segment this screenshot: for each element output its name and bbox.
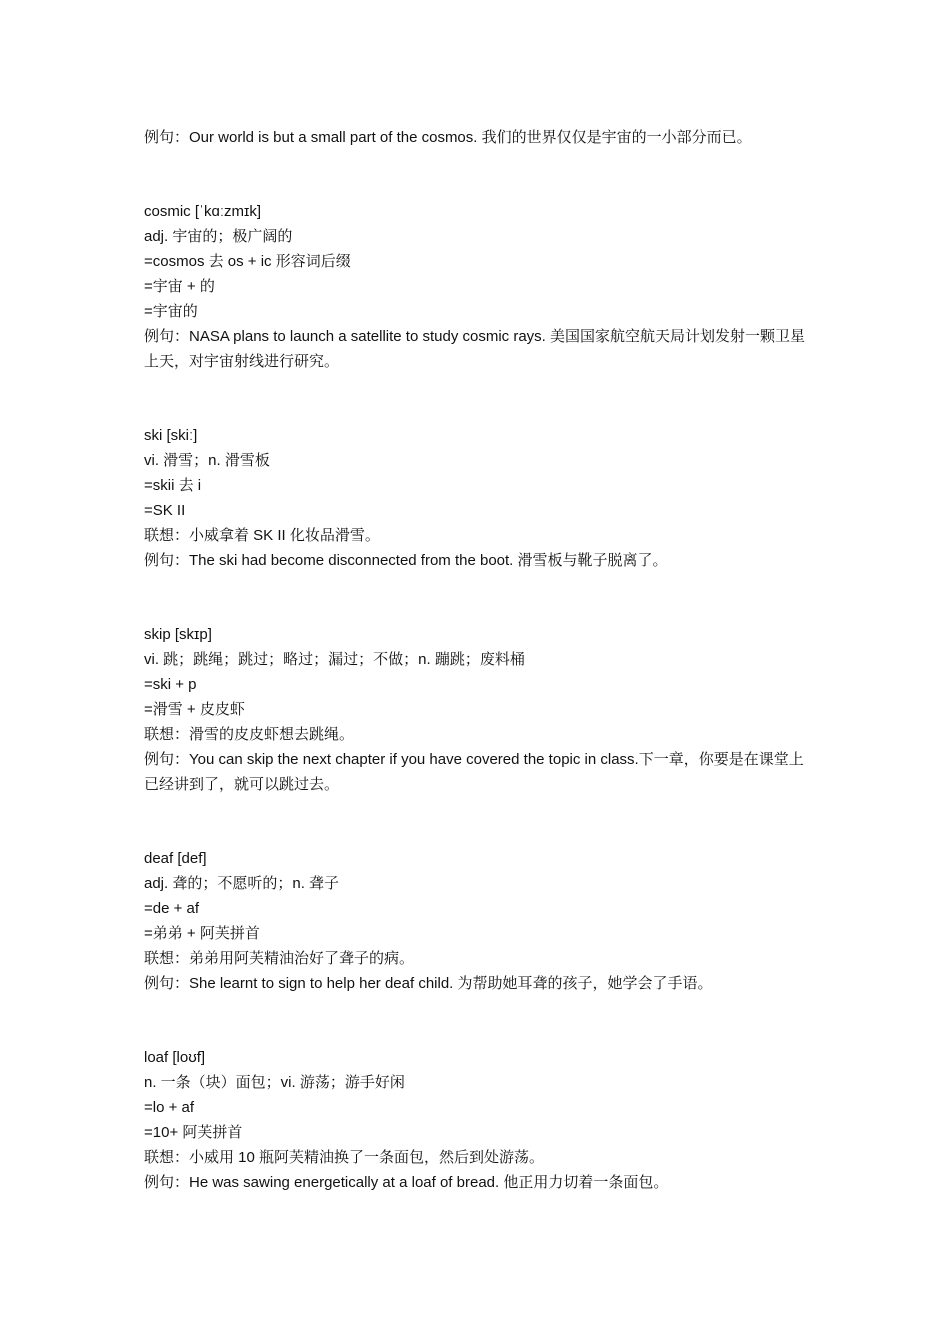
vocab-entry-skip	[144, 622, 816, 797]
entry-headword: ski [skiː]	[144, 427, 198, 444]
vocab-entry-cosmic	[144, 199, 816, 374]
entry-mnemonic-line: =ski + p	[144, 676, 197, 693]
entry-mnemonic-line: 联想：小威拿着 SK II 化妆品滑雪。	[144, 527, 380, 544]
entry-definition: adj. 宇宙的；极广阔的	[144, 228, 293, 245]
document-content	[144, 125, 816, 1195]
entry-headword: loaf [loʊf]	[144, 1049, 206, 1066]
entry-mnemonic-line: =lo + af	[144, 1099, 195, 1116]
entry-mnemonic-line: =SK II	[144, 502, 186, 519]
entry-mnemonic-line: =skii 去 i	[144, 477, 202, 494]
entry-mnemonic-line: 联想：小威用 10 瓶阿芙精油换了一条面包，然后到处游荡。	[144, 1149, 545, 1166]
entry-mnemonic-line: =de + af	[144, 900, 200, 917]
entry-definition: n. 一条（块）面包；vi. 游荡；游手好闲	[144, 1074, 405, 1091]
entry-mnemonic-line: =宇宙 + 的	[144, 278, 215, 295]
entry-headword: cosmic [ˈkɑːzmɪk]	[144, 203, 262, 220]
vocab-entry-loaf	[144, 1045, 816, 1195]
entry-example-sentence: 例句：He was sawing energetically at a loaf of bread. 他正用力切着一条面包。	[144, 1174, 669, 1191]
vocab-entry-ski	[144, 423, 816, 573]
entry-mnemonic-line: =宇宙的	[144, 303, 198, 320]
entry-mnemonic-line: =cosmos 去 os + ic 形容词后缀	[144, 253, 351, 270]
entry-definition: vi. 滑雪；n. 滑雪板	[144, 452, 270, 469]
entry-example-sentence: 例句：NASA plans to launch a satellite to study cosmic rays. 美国国家航空航天局计划发射一颗卫星上天，对宇宙射线进行研究。	[144, 328, 806, 370]
vocab-entry-deaf	[144, 846, 816, 996]
entry-mnemonic-line: =弟弟 + 阿芙拼首	[144, 925, 260, 942]
entry-mnemonic-line: 联想：滑雪的皮皮虾想去跳绳。	[144, 726, 355, 743]
entry-mnemonic-line: =10+ 阿芙拼首	[144, 1124, 243, 1141]
entry-headword: skip [skɪp]	[144, 626, 212, 643]
entry-example-sentence: 例句：She learnt to sign to help her deaf child. 为帮助她耳聋的孩子，她学会了手语。	[144, 975, 713, 992]
entry-definition: vi. 跳；跳绳；跳过；略过；漏过；不做；n. 蹦跳；废料桶	[144, 651, 525, 668]
entry-mnemonic-line: =滑雪 + 皮皮虾	[144, 701, 245, 718]
entry-example-sentence: 例句：The ski had become disconnected from the boot. 滑雪板与靴子脱离了。	[144, 552, 668, 569]
entry-headword: deaf [def]	[144, 850, 207, 867]
entry-example-sentence: 例句：You can skip the next chapter if you have covered the topic in class.下一章，你要是在课堂上已经讲到了，就可以跳过去。	[144, 751, 804, 793]
entry-definition: adj. 聋的；不愿听的；n. 聋子	[144, 875, 340, 892]
entry-mnemonic-line: 联想：弟弟用阿芙精油治好了聋子的病。	[144, 950, 415, 967]
intro-example-sentence: 例句：Our world is but a small part of the cosmos. 我们的世界仅仅是宇宙的一小部分而已。	[144, 129, 752, 146]
